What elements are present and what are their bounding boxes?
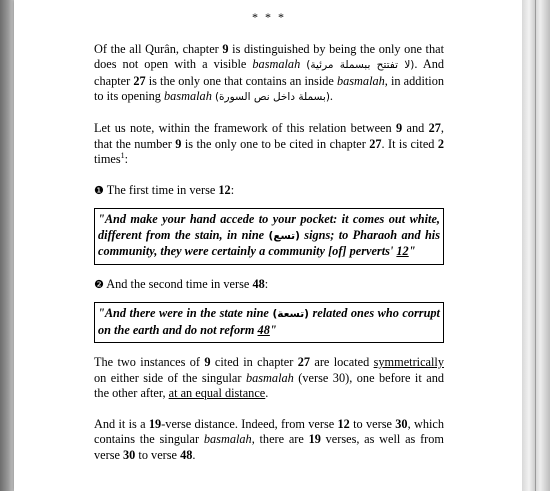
text: is the only one that contains an inside — [145, 73, 337, 88]
number: 27 — [369, 136, 382, 151]
text: , that the number — [94, 120, 444, 151]
text: The two instances of — [94, 354, 205, 369]
text: And it is a — [94, 416, 149, 431]
text: and — [402, 120, 429, 135]
text: , in addition to its opening — [94, 73, 444, 104]
page-content — [94, 10, 444, 479]
number: 48 — [180, 447, 193, 462]
arabic-text: (تسعة) — [272, 308, 309, 321]
text: is the only one to be cited in chapter — [181, 136, 370, 151]
underlined-text: symmetrically — [373, 354, 444, 369]
text: : — [124, 152, 129, 167]
number: 19 — [308, 432, 321, 447]
text: , there are — [251, 432, 309, 447]
text: : — [264, 276, 269, 291]
paragraph-basmalah-intro — [94, 42, 444, 106]
text: And the second time in verse — [103, 276, 253, 291]
quote-text: signs; to Pharaoh and his community, they were certainly a community [of] perverts' — [98, 227, 441, 259]
text: verses, as well as from verse — [94, 432, 444, 462]
text: cited in chapter — [210, 354, 298, 369]
text: : — [230, 182, 235, 197]
text: , which contains the singular — [94, 416, 444, 447]
number: 27 — [133, 73, 146, 88]
verse-reference: 12 — [396, 244, 409, 259]
section-separator: * * * — [252, 10, 286, 24]
number: 9 — [396, 120, 403, 135]
text: . And chapter — [94, 57, 444, 88]
number-one-icon: ❶ — [94, 183, 104, 197]
text: (verse 30), one before it and the other after, — [94, 370, 444, 401]
text: . — [192, 447, 196, 462]
number: 27 — [428, 120, 441, 135]
term: basmalah — [164, 89, 212, 104]
first-citation-heading — [94, 183, 444, 199]
number: 9 — [222, 41, 229, 56]
text: . — [329, 89, 333, 104]
text: -verse distance. Indeed, from verse — [161, 416, 338, 431]
term: basmalah — [203, 432, 252, 447]
arabic-text: (تسع) — [268, 229, 300, 242]
quote-text: "And make your hand accede to your pocket: it comes out white, different from the stain, in nine — [98, 212, 440, 242]
arabic-text: (بسملة داخل نص السورة) — [214, 91, 330, 104]
text: The first time in verse — [103, 182, 219, 197]
number: 19 — [148, 416, 162, 431]
paragraph-19-verse-distance — [94, 417, 444, 464]
text: Let us note, within the framework of this relation between — [94, 120, 396, 135]
verse-reference: 48 — [257, 322, 270, 337]
footnote-marker[interactable]: 1 — [120, 151, 125, 161]
page-stack-gutter — [522, 0, 550, 491]
text: . It is cited — [381, 136, 438, 151]
arabic-text: (لا تفتتح ببسملة مرئية) — [306, 59, 415, 72]
underlined-text: at an equal distance — [168, 386, 266, 401]
number: 9 — [175, 136, 182, 151]
second-citation-heading — [94, 277, 444, 293]
quote-text: "And there were in the state nine — [98, 306, 273, 321]
text: on either side of the singular — [94, 370, 246, 385]
text: to verse — [349, 416, 396, 431]
quote-text: related ones who corrupt on the earth and do not reform — [98, 306, 440, 337]
number: 27 — [297, 354, 310, 369]
term: basmalah — [336, 73, 385, 88]
number: 30 — [123, 447, 136, 462]
text: Of the all Qurân, chapter — [94, 41, 223, 56]
quote-text: " — [269, 322, 277, 337]
text: is distinguished by being the only one that does not open with a visible — [94, 41, 444, 72]
text: are located — [309, 354, 374, 369]
number: 48 — [252, 276, 265, 291]
left-page-shadow — [0, 0, 14, 491]
text: times — [94, 152, 121, 167]
paragraph-relation-9-27 — [94, 121, 444, 168]
number-two-icon: ❷ — [94, 277, 104, 291]
page-edge-line — [535, 0, 536, 491]
number: 12 — [337, 416, 350, 431]
number: 30 — [395, 416, 408, 431]
number: 2 — [437, 136, 445, 151]
quote-verse-48 — [94, 302, 444, 343]
paragraph-symmetry — [94, 355, 444, 402]
number: 9 — [204, 354, 211, 369]
number: 12 — [218, 182, 231, 197]
quote-verse-12 — [94, 208, 444, 264]
text: to verse — [135, 447, 181, 462]
quote-text: " — [408, 244, 416, 259]
term: basmalah — [245, 370, 294, 385]
text: . — [265, 386, 269, 401]
term: basmalah — [252, 57, 301, 72]
